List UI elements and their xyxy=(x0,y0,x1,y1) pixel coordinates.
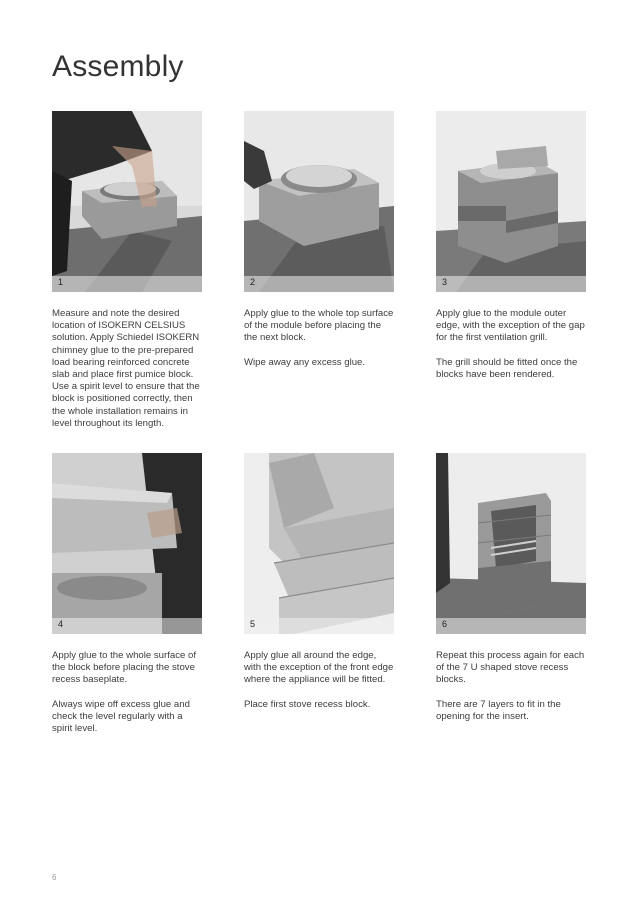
step-1-photo-illustration xyxy=(52,111,202,292)
step-3-paragraph: The grill should be fitted once the blocks have been rendered. xyxy=(436,356,578,380)
step-4-number-badge xyxy=(52,618,202,634)
step-2 xyxy=(244,111,394,369)
step-1-description xyxy=(52,308,202,430)
step-3-photo xyxy=(436,111,586,292)
step-4 xyxy=(52,453,202,735)
step-5-paragraph: Apply glue all around the edge, with the exception of the front edge where the appliance will be fitted. xyxy=(244,650,394,686)
step-1-photo xyxy=(52,111,202,292)
step-5-number: 5 xyxy=(250,619,256,629)
step-2-photo-illustration xyxy=(244,111,394,292)
step-4-photo-illustration xyxy=(52,453,202,634)
step-2-paragraph: Wipe away any excess glue. xyxy=(244,356,366,368)
step-2-number-badge xyxy=(244,276,394,292)
step-6 xyxy=(436,453,586,723)
step-2-paragraph: Apply glue to the whole top surface of the module before placing the the next block. xyxy=(244,308,394,344)
step-1-paragraph: Measure and note the desired location of ISOKERN CELSIUS solution. Apply Schiedel ISOKERN chimney glue to the pre-prepared load bearing reinforced concrete slab and place first pumice block. Use a spirit level to ensure that the block is positioned correctly, then the whole installation remains in level throughout its length. xyxy=(52,308,200,429)
step-1 xyxy=(52,111,202,430)
page-title: Assembly xyxy=(52,50,184,83)
step-3-paragraph: Apply glue to the module outer edge, with the exception of the gap for the first ventilation grill. xyxy=(436,308,585,344)
step-4-description xyxy=(52,650,202,735)
step-3-number: 3 xyxy=(442,277,448,287)
step-4-paragraph: Apply glue to the whole surface of the block before placing the stove recess baseplate. xyxy=(52,650,196,686)
step-2-number: 2 xyxy=(250,277,256,287)
step-2-photo xyxy=(244,111,394,292)
step-5-description xyxy=(244,650,394,711)
step-5 xyxy=(244,453,394,711)
step-6-number: 6 xyxy=(442,619,448,629)
step-4-photo xyxy=(52,453,202,634)
step-6-photo-illustration xyxy=(436,453,586,634)
step-1-number-badge xyxy=(52,276,202,292)
step-5-number-badge xyxy=(244,618,394,634)
step-6-photo xyxy=(436,453,586,634)
step-3-number-badge xyxy=(436,276,586,292)
step-5-photo-illustration xyxy=(244,453,394,634)
step-5-paragraph: Place first stove recess block. xyxy=(244,698,371,710)
step-3 xyxy=(436,111,586,381)
step-4-paragraph: Always wipe off excess glue and check the level regularly with a spirit level. xyxy=(52,698,190,735)
step-2-description xyxy=(244,308,394,369)
step-6-paragraph: There are 7 layers to fit in the opening for the insert. xyxy=(436,698,561,722)
step-6-description xyxy=(436,650,586,723)
step-6-number-badge xyxy=(436,618,586,634)
step-5-photo xyxy=(244,453,394,634)
step-3-description xyxy=(436,308,586,381)
step-3-photo-illustration xyxy=(436,111,586,292)
step-6-paragraph: Repeat this process again for each of the 7 U shaped stove recess blocks. xyxy=(436,650,585,686)
page-number: 6 xyxy=(52,873,57,882)
step-1-number: 1 xyxy=(58,277,64,287)
step-4-number: 4 xyxy=(58,619,64,629)
